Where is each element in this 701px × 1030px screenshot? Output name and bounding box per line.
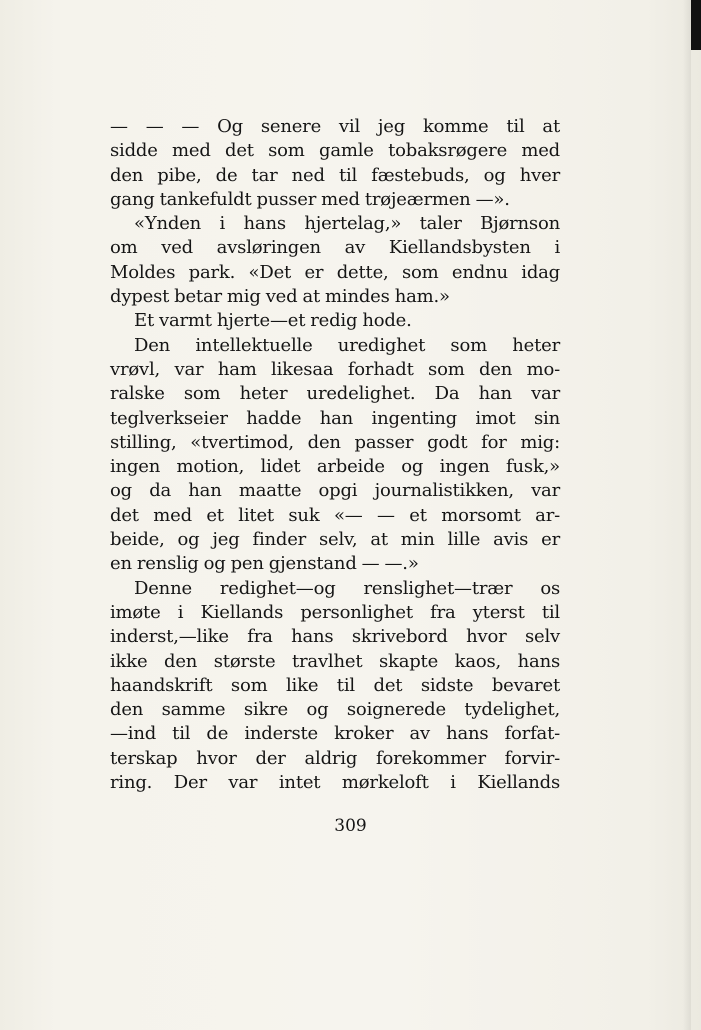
- text-line: —ind til de inderste kroker av hans forfat-: [110, 723, 560, 745]
- text-line: den pibe, de tar ned til fæstebuds, og hver: [110, 164, 560, 186]
- page-edge-shadow: [683, 0, 691, 1030]
- text-line: — — — Og senere vil jeg komme til at: [110, 116, 560, 137]
- text-line: dypest betar mig ved at mindes ham.»: [110, 286, 450, 308]
- text-line: det med et litet suk «— — et morsomt ar-: [110, 504, 560, 526]
- text-line: beide, og jeg finder selv, at min lille avis er: [110, 529, 560, 551]
- text-line: den samme sikre og soignerede tydelighet,: [110, 699, 560, 721]
- text-line: Et varmt hjerte—et redig hode.: [134, 310, 412, 332]
- text-line: imøte i Kiellands personlighet fra yterst til: [110, 601, 560, 623]
- text-line: Denne redighet—og renslighet—trær os: [134, 577, 560, 599]
- text-line: Den intellektuelle uredighet som heter: [134, 334, 560, 356]
- text-line: ingen motion, lidet arbeide og ingen fusk,»: [110, 456, 560, 478]
- text-line: ralske som heter uredelighet. Da han var: [110, 383, 560, 405]
- text-line: inderst,—like fra hans skrivebord hvor selv: [110, 626, 560, 648]
- text-line: om ved avsløringen av Kiellandsbysten i: [110, 237, 560, 259]
- page-number: 309: [334, 816, 367, 836]
- text-line: ikke den største travlhet skapte kaos, hans: [110, 650, 560, 672]
- text-line: sidde med det som gamle tobaksrøgere med: [110, 140, 560, 162]
- text-line: teglverkseier hadde han ingenting imot sin: [110, 407, 560, 429]
- text-line: terskap hvor der aldrig forekommer forvir-: [110, 747, 560, 769]
- body-text: [110, 115, 560, 795]
- text-line: en renslig og pen gjenstand — —.»: [110, 553, 419, 575]
- scan-edge-mark: [691, 0, 701, 50]
- text-line: Moldes park. «Det er dette, som endnu idag: [110, 261, 560, 283]
- text-line: haandskrift som like til det sidste bevaret: [110, 674, 560, 696]
- text-line: vrøvl, var ham likesaa forhadt som den mo-: [110, 358, 560, 380]
- text-line: ring. Der var intet mørkeloft i Kiellands: [110, 772, 560, 794]
- text-line: stilling, «tvertimod, den passer godt for mig:: [110, 431, 560, 453]
- text-line: «Ynden i hans hjertelag,» taler Bjørnson: [134, 213, 560, 235]
- text-line: og da han maatte opgi journalistikken, var: [110, 480, 560, 502]
- text-line: gang tankefuldt pusser med trøjeærmen —».: [110, 188, 510, 210]
